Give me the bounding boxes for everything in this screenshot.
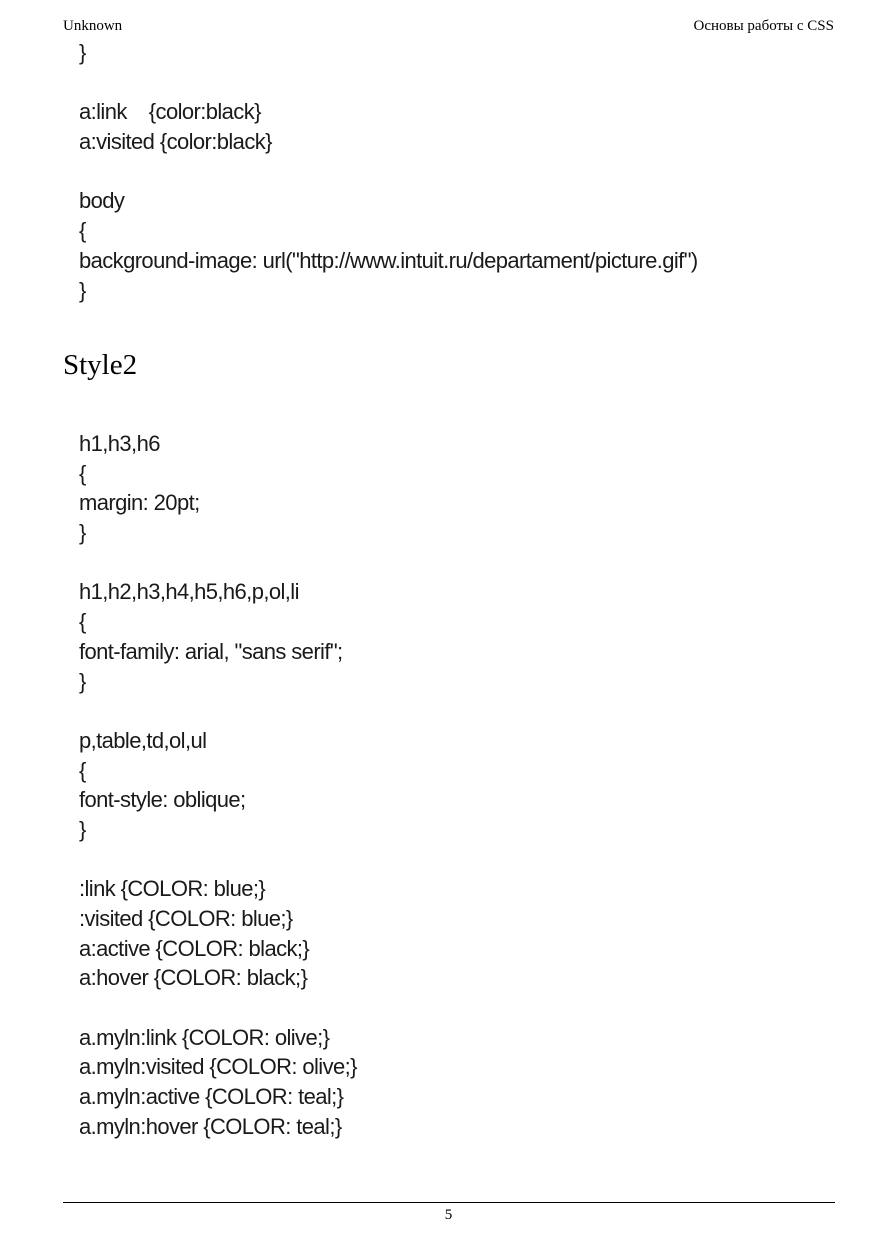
code-block-style1-tail <box>79 38 698 305</box>
code-line: a.myln:visited {COLOR: olive;} <box>79 1054 357 1080</box>
code-line: } <box>79 40 86 65</box>
code-line: a.myln:link {COLOR: olive;} <box>79 1024 330 1050</box>
code-line: body <box>79 188 125 214</box>
code-line: a:link {color:black} <box>79 99 261 125</box>
code-line: margin: 20pt; <box>79 490 200 516</box>
page-header-right: Основы работы с CSS <box>693 18 834 34</box>
code-line: font-family: arial, "sans serif"; <box>79 638 343 664</box>
code-line: { <box>79 609 86 635</box>
page-number: 5 <box>444 1207 453 1223</box>
code-block-style2 <box>79 429 357 1142</box>
code-line: p,table,td,ol,ul <box>79 727 207 753</box>
code-line: h1,h2,h3,h4,h5,h6,p,ol,li <box>79 579 299 605</box>
code-line: background-image: url("http://www.intuit.ru/departament/picture.gif") <box>79 247 698 273</box>
code-line: { <box>79 460 86 486</box>
section-heading: Style2 <box>63 349 138 381</box>
page-header-left: Unknown <box>63 18 123 34</box>
code-line: { <box>79 757 86 783</box>
code-line: { <box>79 218 86 244</box>
code-line: a:visited {color:black} <box>79 129 272 155</box>
code-line <box>79 68 698 98</box>
code-line: } <box>79 277 86 303</box>
code-line <box>79 548 357 578</box>
code-line <box>79 845 357 875</box>
code-line: } <box>79 668 86 694</box>
code-line: a:hover {COLOR: black;} <box>79 965 308 991</box>
code-line <box>79 993 357 1023</box>
code-line <box>79 696 357 726</box>
code-line: } <box>79 520 86 546</box>
code-line: a.myln:active {COLOR: teal;} <box>79 1084 344 1110</box>
code-line: h1,h3,h6 <box>79 431 160 456</box>
footer-divider <box>63 1202 835 1203</box>
code-line: font-style: oblique; <box>79 787 246 813</box>
code-line <box>79 157 698 187</box>
code-line: a.myln:hover {COLOR: teal;} <box>79 1113 342 1139</box>
code-line: :visited {COLOR: blue;} <box>79 906 293 931</box>
code-line: :link {COLOR: blue;} <box>79 876 266 902</box>
code-line: } <box>79 816 86 842</box>
code-line: a:active {COLOR: black;} <box>79 935 310 961</box>
